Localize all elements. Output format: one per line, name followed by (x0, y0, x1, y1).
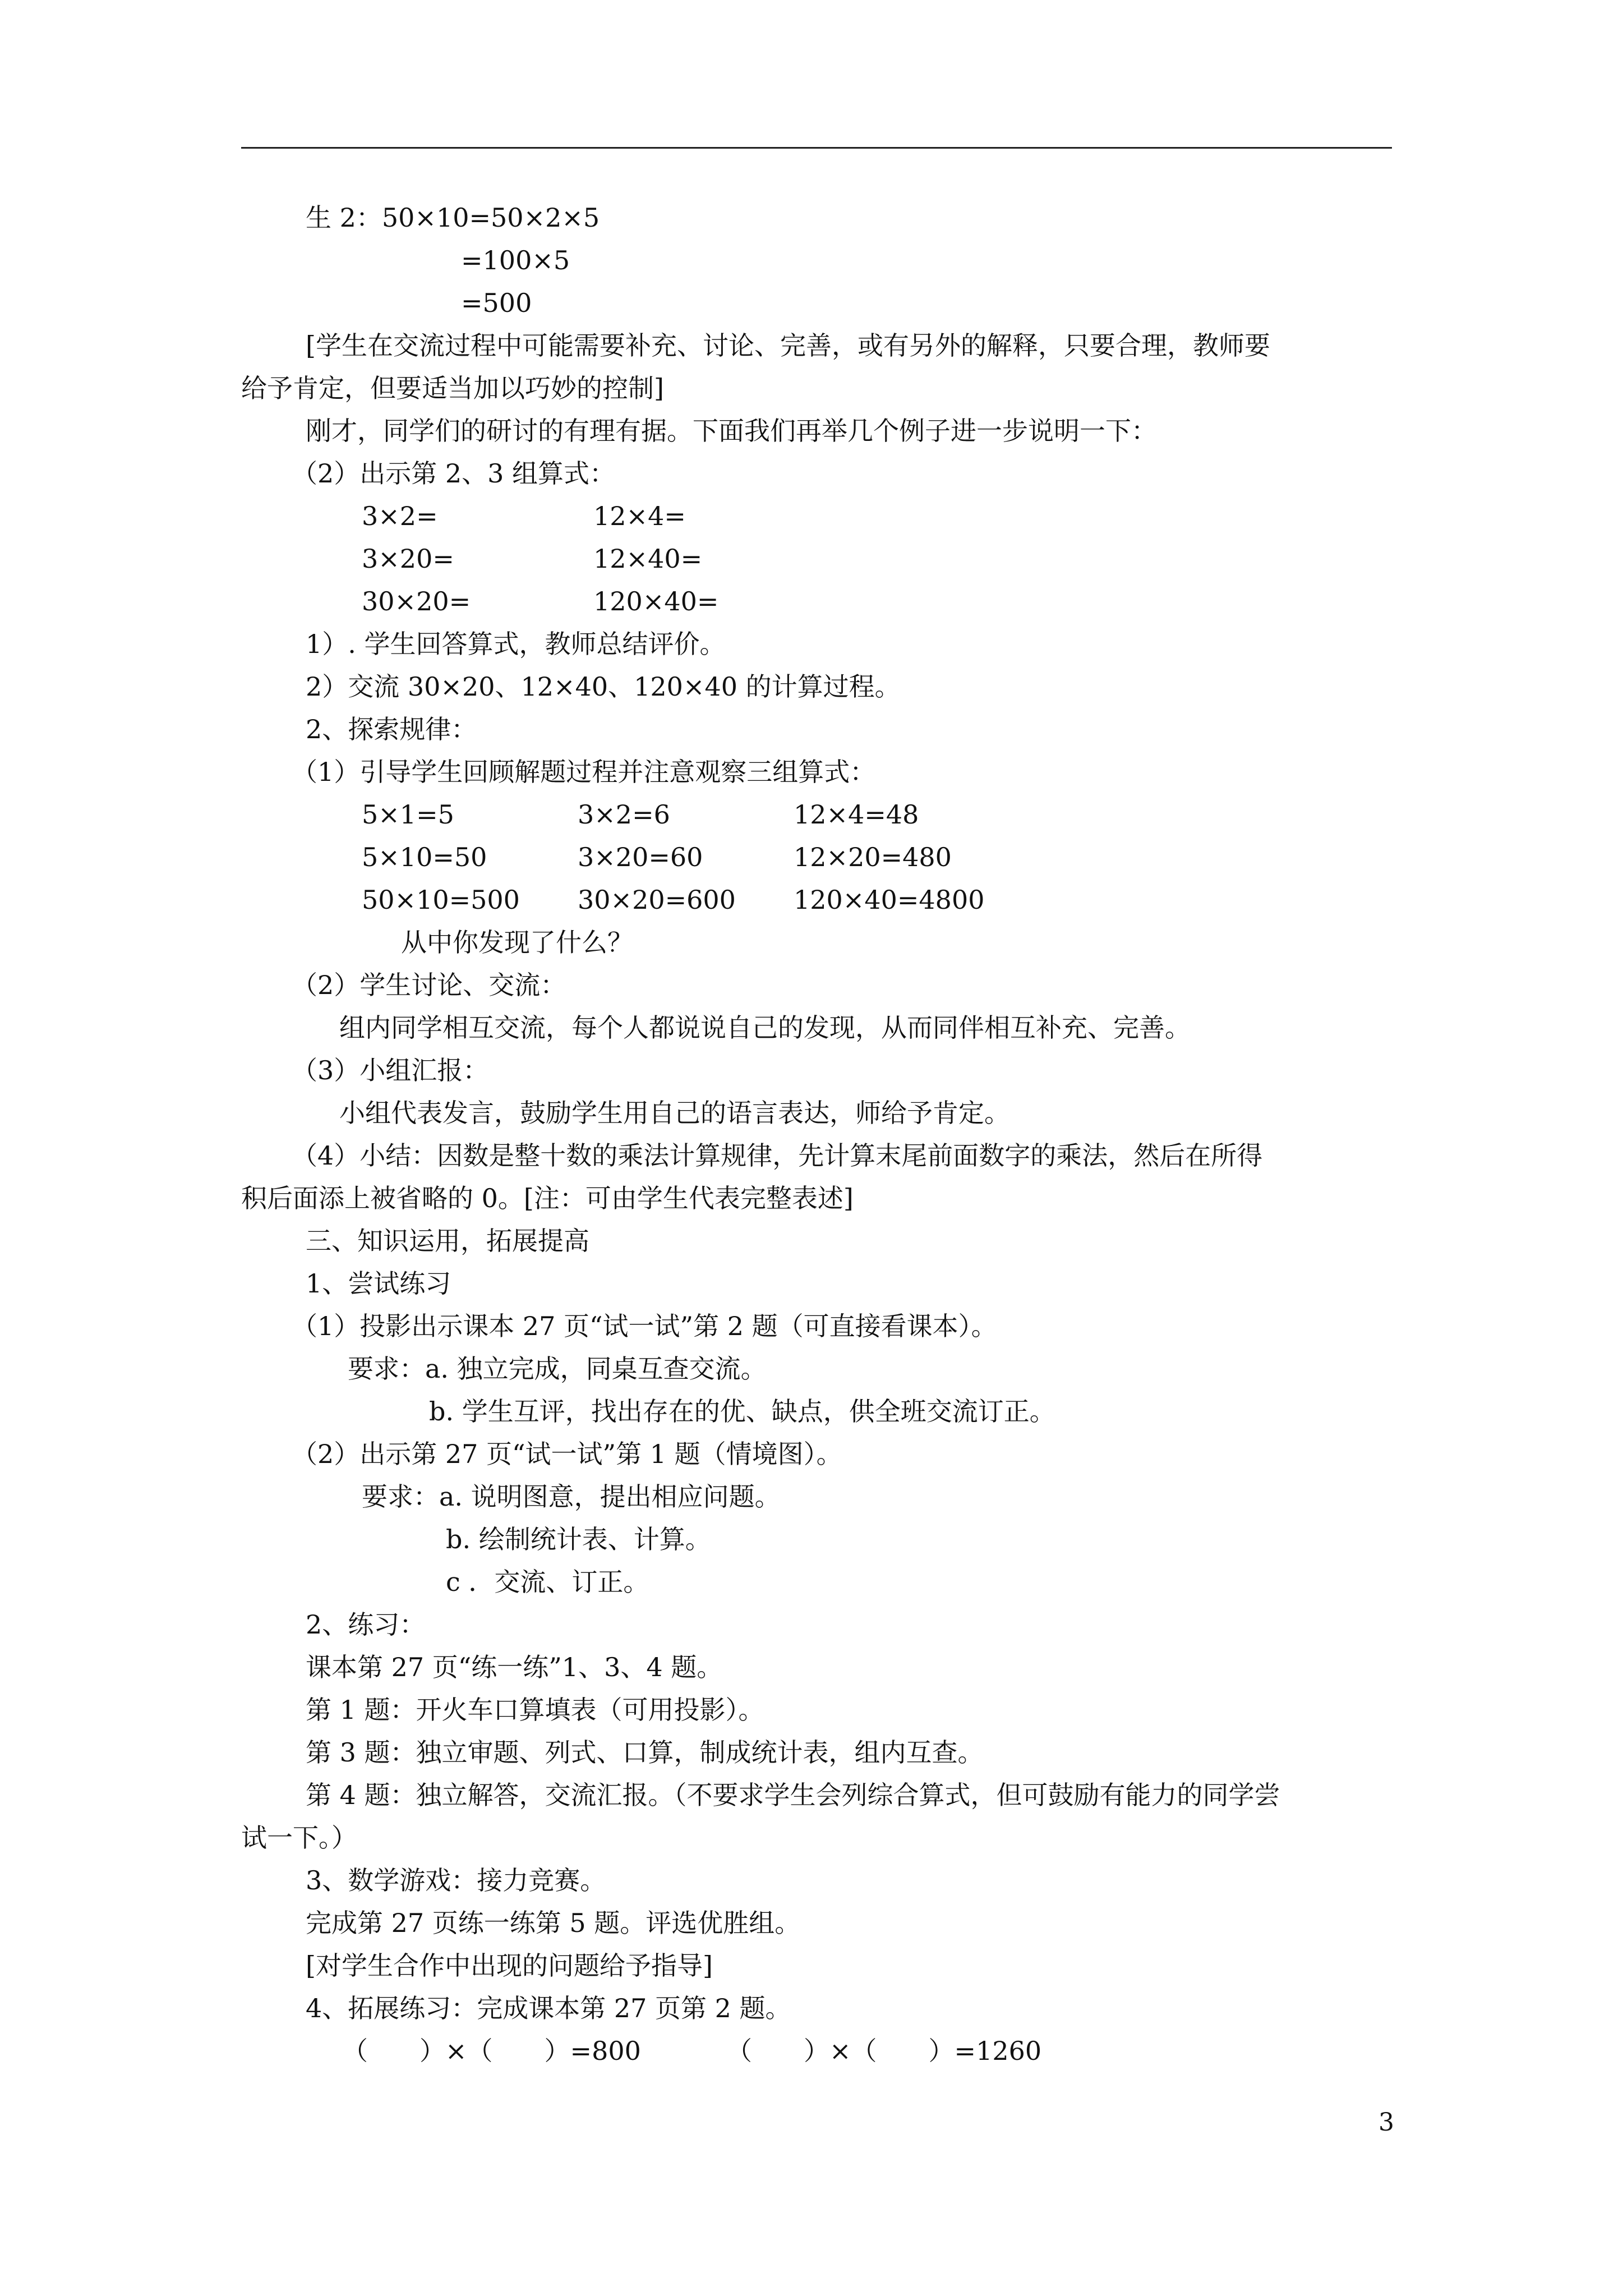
text-line: 积后面添上被省略的 0。[注：可由学生代表完整表述] (241, 1183, 854, 1213)
text-line: 1）. 学生回答算式，教师总结评价。 (306, 629, 726, 659)
text-line: [学生在交流过程中可能需要补充、讨论、完善，或有另外的解释，只要合理，教师要 (306, 330, 1270, 361)
text-line: （1）引导学生回顾解题过程并注意观察三组算式： (292, 757, 876, 787)
equation: 5×1=5 (362, 799, 454, 830)
text-line: 4、拓展练习：完成课本第 27 页第 2 题。 (306, 1993, 791, 2023)
equation: （ ）×（ ）=1260 (726, 2036, 1042, 2066)
equation: 120×40=4800 (794, 885, 985, 915)
equation: 3×20= (362, 544, 454, 574)
text-line: 从中你发现了什么？ (401, 927, 633, 958)
text-line: 生 2：50×10=50×2×5 (306, 203, 600, 233)
text-line: 1、尝试练习 (306, 1268, 451, 1299)
page-number: 3 (1378, 2108, 1394, 2137)
text-line: 2、探索规律： (306, 714, 477, 744)
text-line: （4）小结：因数是整十数的乘法计算规律，先计算末尾前面数字的乘法，然后在所得 (292, 1140, 1263, 1171)
equation: 120×40= (593, 586, 719, 616)
equation: （ ）×（ ）=800 (342, 2036, 641, 2066)
equation: 3×2=6 (578, 799, 670, 830)
text-line: （3）小组汇报： (292, 1055, 489, 1085)
text-line: [对学生合作中出现的问题给予指导] (306, 1950, 713, 1981)
text-line: 给予肯定，但要适当加以巧妙的控制] (241, 373, 664, 403)
equation: 50×10=500 (362, 885, 520, 915)
text-line: （2）学生讨论、交流： (292, 970, 566, 1000)
equation: 12×20=480 (794, 842, 952, 872)
text-line: =100×5 (461, 245, 570, 275)
equation: 30×20= (362, 586, 471, 616)
text-line: （2）出示第 27 页“试一试”第 1 题（情境图）。 (292, 1439, 842, 1469)
equation: 5×10=50 (362, 842, 487, 872)
text-line: 2、练习： (306, 1609, 426, 1640)
text-line: （1）投影出示课本 27 页“试一试”第 2 题（可直接看课本）。 (292, 1311, 997, 1341)
text-line: 课本第 27 页“练一练”1、3、4 题。 (306, 1652, 723, 1682)
equation: 3×2= (362, 501, 438, 531)
header-rule (241, 147, 1392, 149)
text-line: （2）出示第 2、3 组算式： (292, 458, 616, 489)
text-line: 完成第 27 页练一练第 5 题。评选优胜组。 (306, 1908, 801, 1938)
text-line: 要求：a. 独立完成，同桌互查交流。 (348, 1354, 767, 1384)
equation: 12×4=48 (794, 799, 919, 830)
text-line: 第 4 题：独立解答，交流汇报。（不要求学生会列综合算式，但可鼓励有能力的同学尝 (306, 1780, 1280, 1810)
text-line: b. 学生互评，找出存在的优、缺点，供全班交流订正。 (429, 1396, 1055, 1427)
text-line: 3、数学游戏：接力竞赛。 (306, 1865, 606, 1895)
equation: 12×4= (593, 501, 686, 531)
text-line: 三、知识运用，拓展提高 (306, 1226, 589, 1256)
text-line: c ．交流、订正。 (446, 1567, 649, 1597)
text-line: 第 3 题：独立审题、列式、口算，制成统计表，组内互查。 (306, 1737, 984, 1768)
text-line: 组内同学相互交流，每个人都说说自己的发现，从而同伴相互补充、完善。 (339, 1013, 1191, 1043)
equation: 30×20=600 (578, 885, 736, 915)
text-line: 小组代表发言，鼓励学生用自己的语言表达，师给予肯定。 (339, 1098, 1010, 1128)
text-line: 第 1 题：开火车口算填表（可用投影）。 (306, 1695, 764, 1725)
text-line: 试一下。） (241, 1823, 357, 1853)
text-line: b. 绘制统计表、计算。 (446, 1524, 711, 1554)
text-line: =500 (461, 288, 532, 318)
equation: 3×20=60 (578, 842, 703, 872)
text-line: 要求：a. 说明图意，提出相应问题。 (362, 1481, 781, 1512)
text-line: 2）交流 30×20、12×40、120×40 的计算过程。 (306, 671, 901, 702)
equation: 12×40= (593, 544, 703, 574)
text-line: 刚才，同学们的研讨的有理有据。下面我们再举几个例子进一步说明一下： (306, 416, 1157, 446)
